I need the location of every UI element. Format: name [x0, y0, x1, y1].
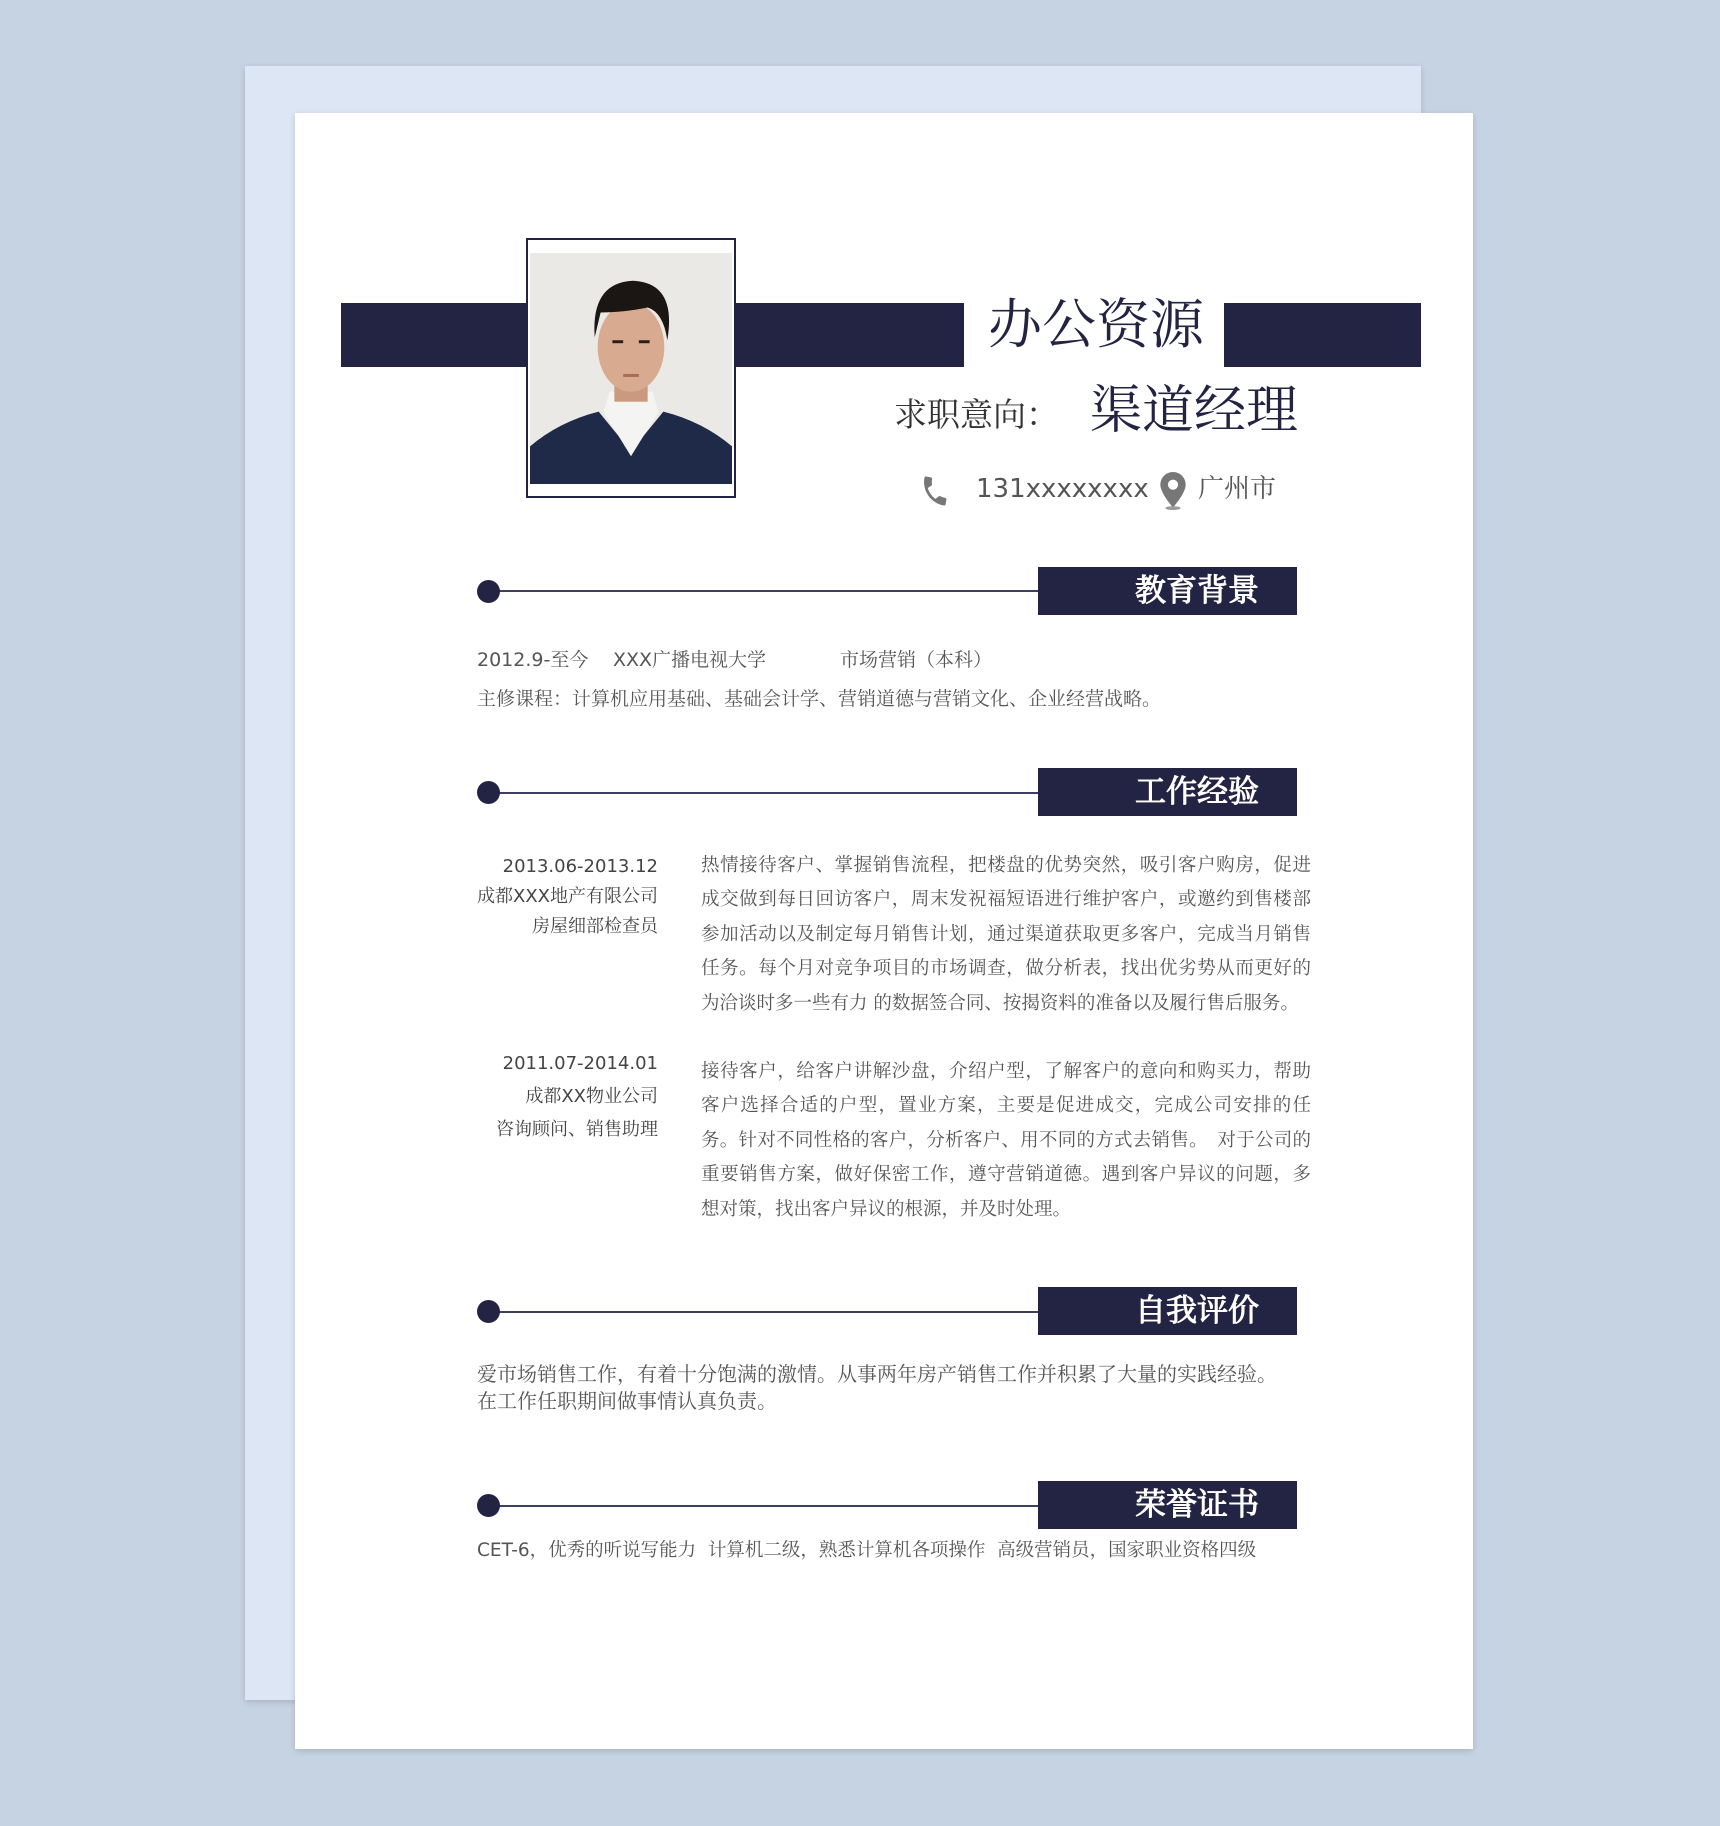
section-divider	[488, 792, 1040, 794]
section-divider	[488, 590, 1040, 592]
education-school: XXX广播电视大学	[613, 649, 767, 671]
section-divider	[488, 1311, 1040, 1313]
section-dot	[477, 781, 500, 804]
work-description: 接待客户，给客户讲解沙盘，介绍户型，了解客户的意向和购买力，帮助客户选择合适的户型，置业方案，主要是促进成交，完成公司安排的任务。针对不同性格的客户，分析客户、用不同的方式去销售。 对于公司的重要销售方案，做好保密工作，遵守营销道德。遇到客户异议的问题，多想对策，找出客户异议的根源，并及时处理。	[701, 1061, 1311, 1220]
header-bar-left	[341, 303, 526, 367]
section-title-education: 教育背景	[1038, 567, 1297, 615]
profile-photo	[526, 238, 736, 498]
work-role: 房屋细部检查员	[532, 916, 658, 937]
self-eval-line: 在工作任职期间做事情认真负责。	[477, 1389, 777, 1413]
work-item-meta	[458, 852, 658, 942]
work-description: 热情接待客户、掌握销售流程，把楼盘的优势突然，吸引客户购房，促进成交做到每日回访客户，周末发祝福短语进行维护客户，或邀约到售楼部参加活动以及制定每月销售计划，通过渠道获取更多客户，完成当月销售任务。每个月对竞争项目的市场调查，做分析表，找出优劣势从而更好的为洽谈时多一些有力 的数据签合同、按揭资料的准备以及履行售后服务。	[701, 855, 1311, 1014]
job-title: 渠道经理	[1090, 381, 1299, 441]
education-major: 市场营销（本科）	[840, 649, 993, 671]
work-company: 成都XXX地产有限公司	[477, 886, 658, 907]
work-item-meta	[458, 1047, 658, 1146]
header-bar-middle	[736, 303, 964, 367]
section-divider	[488, 1505, 1040, 1507]
section-title-self-eval: 自我评价	[1038, 1287, 1297, 1335]
work-period: 2011.07-2014.01	[502, 1053, 658, 1074]
job-intent-label: 求职意向：	[894, 395, 1059, 434]
city: 广州市	[1198, 474, 1277, 504]
work-company: 成都XX物业公司	[525, 1086, 658, 1107]
section-title-work: 工作经验	[1038, 768, 1297, 816]
section-title-honors: 荣誉证书	[1038, 1481, 1297, 1529]
education-courses: 主修课程：计算机应用基础、基础会计学、营销道德与营销文化、企业经营战略。	[477, 688, 1162, 710]
work-role: 咨询顾问、销售助理	[496, 1119, 658, 1140]
work-period: 2013.06-2013.12	[502, 856, 658, 877]
header-bar-right	[1224, 303, 1421, 367]
phone-number: 131xxxxxxxx	[976, 474, 1149, 504]
candidate-name: 办公资源	[988, 293, 1204, 356]
section-dot	[477, 1300, 500, 1323]
section-dot	[477, 580, 500, 603]
self-eval-line: 爱市场销售工作，有着十分饱满的激情。从事两年房产销售工作并积累了大量的实践经验。	[477, 1362, 1277, 1386]
education-period: 2012.9-至今	[477, 649, 589, 671]
honors-text: CET-6，优秀的听说写能力 计算机二级，熟悉计算机各项操作 高级营销员，国家职业资格四级	[477, 1540, 1257, 1561]
section-dot	[477, 1494, 500, 1517]
location-pin-icon	[1160, 472, 1186, 521]
phone-icon	[918, 474, 952, 519]
